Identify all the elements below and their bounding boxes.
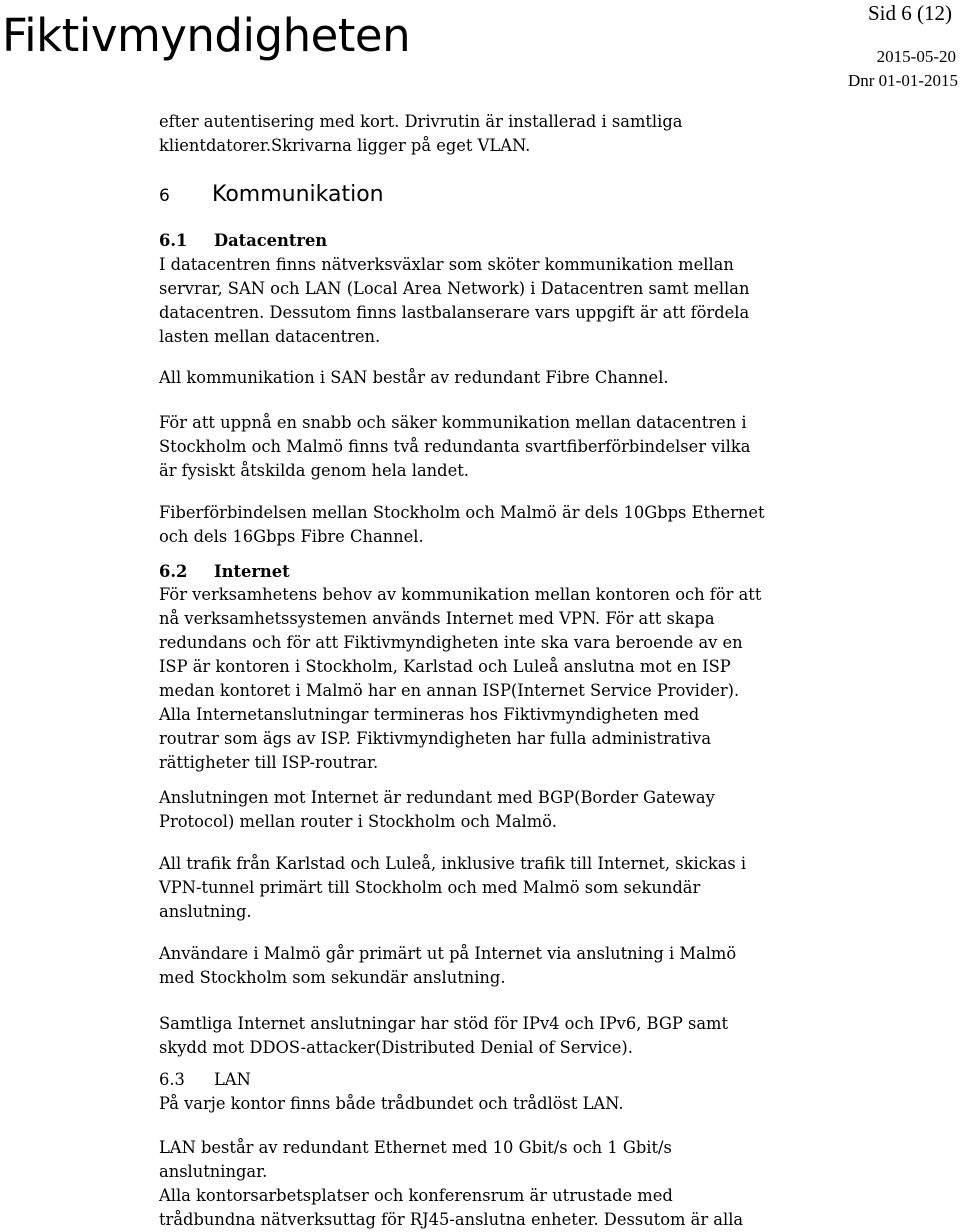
paragraph bbox=[159, 1136, 959, 1232]
text-line: För verksamhetens behov av kommunikation mellan kontoren och för att bbox=[159, 585, 762, 604]
text-line: ISP är kontoren i Stockholm, Karlstad och Luleå anslutna mot en ISP bbox=[159, 657, 731, 676]
text-line: klientdatorer.Skrivarna ligger på eget VLAN. bbox=[159, 136, 531, 155]
text-line: redundans och för att Fiktivmyndigheten inte ska vara beroende av en bbox=[159, 633, 743, 652]
text-line: medan kontoret i Malmö har en annan ISP(Internet Service Provider). bbox=[159, 681, 740, 700]
subsection-title: Datacentren bbox=[214, 231, 328, 250]
paragraph bbox=[159, 501, 959, 549]
text-line: Anslutningen mot Internet är redundant med BGP(Border Gateway bbox=[159, 788, 715, 807]
intro-paragraph bbox=[159, 110, 959, 158]
section-heading-6 bbox=[159, 181, 384, 210]
text-line: nå verksamhetssystemen används Internet med VPN. För att skapa bbox=[159, 609, 715, 628]
paragraph bbox=[159, 583, 959, 775]
subsection-number: 6.3 bbox=[159, 1070, 185, 1089]
header-brand: Fiktivmyndigheten bbox=[2, 9, 411, 62]
text-line: rättigheter till ISP-routrar. bbox=[159, 753, 379, 772]
subsection-heading-6-3 bbox=[159, 1068, 251, 1092]
text-line: och dels 16Gbps Fibre Channel. bbox=[159, 527, 424, 546]
text-line: lasten mellan datacentren. bbox=[159, 327, 381, 346]
subsection-heading-6-2 bbox=[159, 560, 290, 584]
text-line: servrar, SAN och LAN (Local Area Network) i Datacentren samt mellan bbox=[159, 279, 750, 298]
text-line: datacentren. Dessutom finns lastbalanserare vars uppgift är att fördela bbox=[159, 303, 750, 322]
text-line: Fiberförbindelsen mellan Stockholm och Malmö är dels 10Gbps Ethernet bbox=[159, 503, 765, 522]
text-line: Alla kontorsarbetsplatser och konferensrum är utrustade med bbox=[159, 1186, 673, 1205]
subsection-number: 6.2 bbox=[159, 562, 188, 581]
text-line: Alla Internetanslutningar termineras hos Fiktivmyndigheten med bbox=[159, 705, 700, 724]
paragraph bbox=[159, 411, 959, 483]
text-line: För att uppnå en snabb och säker kommunikation mellan datacentren i bbox=[159, 413, 747, 432]
paragraph bbox=[159, 1012, 959, 1060]
paragraph bbox=[159, 786, 959, 834]
text-line: anslutning. bbox=[159, 902, 252, 921]
subsection-title: LAN bbox=[214, 1070, 251, 1089]
text-line: I datacentren finns nätverksväxlar som sköter kommunikation mellan bbox=[159, 255, 734, 274]
paragraph bbox=[159, 1092, 959, 1116]
text-line: Samtliga Internet anslutningar har stöd för IPv4 och IPv6, BGP samt bbox=[159, 1014, 729, 1033]
text-line: Stockholm och Malmö finns två redundanta svartfiberförbindelser vilka bbox=[159, 437, 751, 456]
text-line: VPN-tunnel primärt till Stockholm och med Malmö som sekundär bbox=[159, 878, 701, 897]
text-line: Användare i Malmö går primärt ut på Internet via anslutning i Malmö bbox=[159, 944, 737, 963]
page-number: Sid 6 (12) bbox=[868, 1, 952, 25]
text-line: På varje kontor finns både trådbundet och trådlöst LAN. bbox=[159, 1094, 624, 1113]
text-line: All kommunikation i SAN består av redundant Fibre Channel. bbox=[159, 368, 669, 387]
text-line: efter autentisering med kort. Drivrutin är installerad i samtliga bbox=[159, 112, 683, 131]
paragraph bbox=[159, 253, 959, 349]
text-line: anslutningar. bbox=[159, 1162, 268, 1181]
document-dnr: Dnr 01-01-2015 bbox=[847, 71, 958, 90]
subsection-title: Internet bbox=[214, 562, 290, 581]
text-line: Protocol) mellan router i Stockholm och Malmö. bbox=[159, 812, 557, 831]
text-line: med Stockholm som sekundär anslutning. bbox=[159, 968, 506, 987]
paragraph bbox=[159, 366, 959, 390]
text-line: skydd mot DDOS-attacker(Distributed Denial of Service). bbox=[159, 1038, 633, 1057]
text-line: är fysiskt åtskilda genom hela landet. bbox=[159, 461, 469, 480]
section-number: 6 bbox=[159, 186, 170, 206]
paragraph bbox=[159, 852, 959, 924]
paragraph bbox=[159, 942, 959, 990]
text-line: LAN består av redundant Ethernet med 10 Gbit/s och 1 Gbit/s bbox=[159, 1138, 672, 1157]
subsection-number: 6.1 bbox=[159, 231, 188, 250]
text-line: routrar som ägs av ISP. Fiktivmyndigheten har fulla administrativa bbox=[159, 729, 712, 748]
document-date: 2015-05-20 bbox=[876, 47, 956, 66]
subsection-heading-6-1 bbox=[159, 229, 327, 253]
text-line: All trafik från Karlstad och Luleå, inklusive trafik till Internet, skickas i bbox=[159, 854, 747, 873]
section-title: Kommunikation bbox=[212, 182, 384, 207]
text-line: trådbundna nätverksuttag för RJ45-anslutna enheter. Dessutom är alla bbox=[159, 1210, 744, 1229]
